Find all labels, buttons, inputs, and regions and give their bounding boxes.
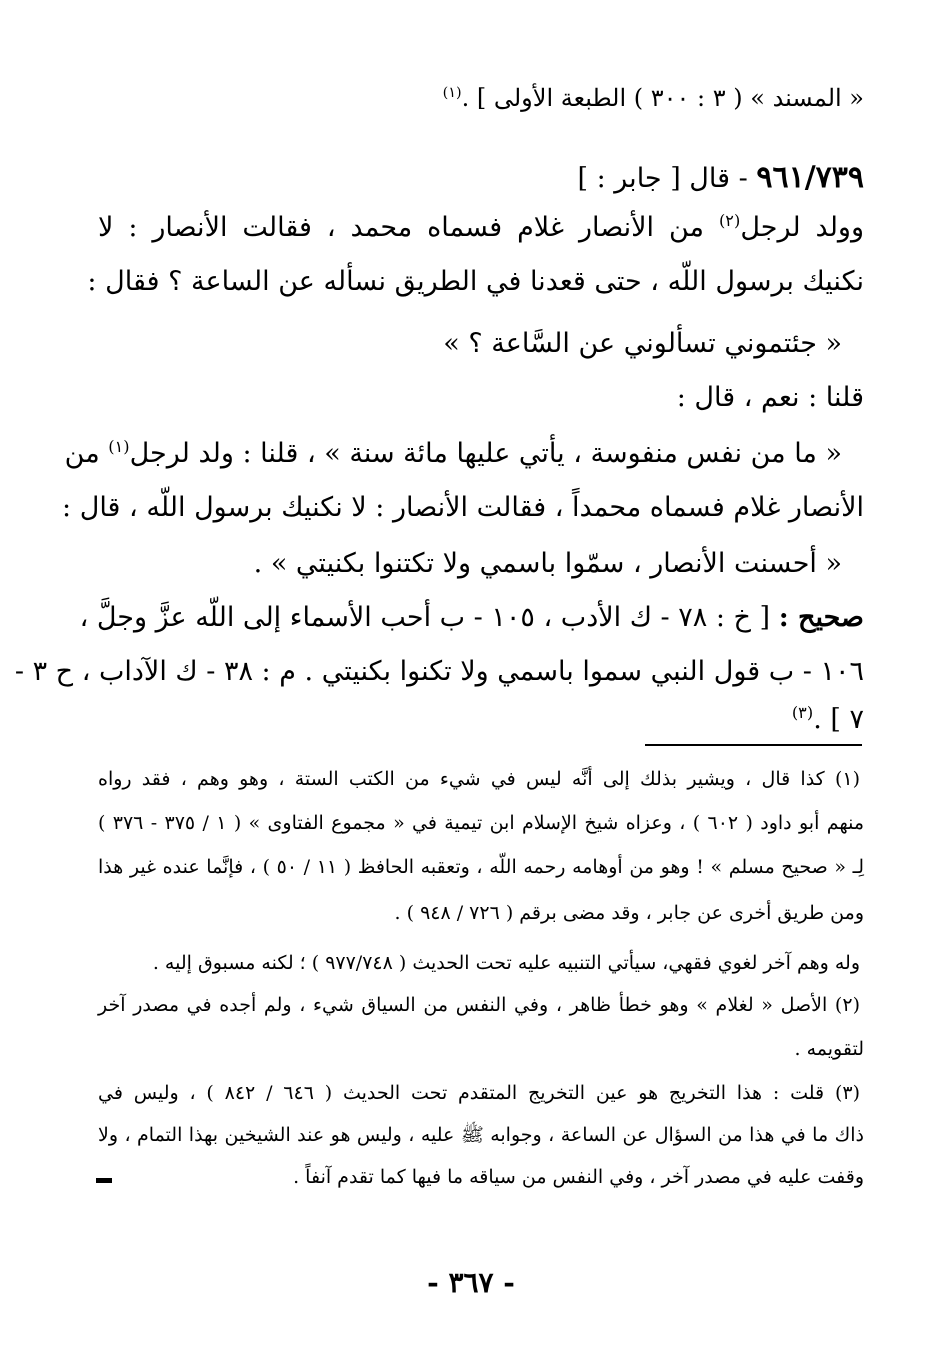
hadith-header xyxy=(98,160,864,196)
end-mark xyxy=(96,1178,112,1183)
text-line-4: نكنيك برسول اللّه ، حتى قعدنا في الطريق نسأله عن الساعة ؟ فقال : xyxy=(87,266,864,297)
text-line-7: « ما من نفس منفوسة ، يأتي عليها مائة سنة » ، قلنا : ولد لرجل$^{(١)}$ من xyxy=(64,437,842,469)
footnote-line: ذاك ما في هذا من السؤال عن الساعة ، وجوابه ﷺ عليه ، وليس هو عند الشيخين بهذا التمام ، ولا xyxy=(98,1124,864,1146)
prophet-quote-1: « جئتموني تسألوني عن السَّاعة ؟ » xyxy=(443,328,842,359)
prophet-quote-2: « أحسنت الأنصار ، سمّوا باسمي ولا تكتنوا بكنيتي » . xyxy=(253,548,842,579)
footnote-line: (٢) الأصل « لغلام » وهو خطأ ظاهر ، وفي النفس من السياق شيء ، ولم أجده في مصدر آخر xyxy=(98,994,860,1016)
footnote-line: وله وهم آخر لغوي فقهي، سيأتي التنبيه عليه تحت الحديث ( ٩٧٧/٧٤٨ ) ؛ لكنه مسبوق إليه . xyxy=(152,952,860,974)
footnote-separator xyxy=(645,744,862,746)
takhrij-line-3: ٧ ] .$^{(٣)}$ xyxy=(791,703,864,735)
page-number: - ٣٦٧ - xyxy=(427,1266,515,1299)
citation-line: « المسند » ( ٣ : ٣٠٠ ) الطبعة الأولى ] .$^{(١)}$ xyxy=(442,84,864,112)
footnote-line: (١) كذا قال ، ويشير بذلك إلى أنَّه ليس في شيء من الكتب الستة ، وهو وهم ، فقد رواه xyxy=(98,768,860,790)
text-line-3: وولد لرجل$^{(٢)}$ من الأنصار غلام فسماه محمد ، فقالت الأنصار : لا xyxy=(98,211,865,243)
footnote-line: (٣) قلت : هذا التخريج هو عين التخريج المتقدم تحت الحديث ( ٦٤٦ / ٨٤٢ ) ، وليس في xyxy=(98,1082,861,1104)
footnote-ref-1: (١) xyxy=(442,85,462,101)
footnote-line: لِـ « صحيح مسلم » ! وهو من أوهامه رحمه اللّه ، وتعقبه الحافظ ( ١١ / ٥٠ ) ، فإنَّما عنده غير هذا xyxy=(98,856,865,878)
sahih-label: صحيح : xyxy=(778,602,864,633)
text-line-8: الأنصار غلام فسماه محمداً ، فقالت الأنصار : لا نكنيك برسول اللّه ، قال : xyxy=(62,492,864,523)
footnote-ref-3: (٣) xyxy=(791,703,814,722)
hadith-number: ٩٦١/٧٣٩ xyxy=(756,160,864,195)
footnote-line: منهم أبو داود ( ٦٠٢ ) ، وعزاه شيخ الإسلام ابن تيمية في « مجموع الفتاوى » ( ١ / ٣٧٥ - ٣٧٦ ) xyxy=(98,812,865,834)
footnote-line: لتقويمه . xyxy=(794,1038,864,1060)
footnote-line: وقفت عليه في مصدر آخر ، وفي النفس من سياقه ما فيها كما تقدم آنفاً . xyxy=(293,1166,864,1188)
takhrij-line-2: ١٠٦ - ب قول النبي سموا باسمي ولا تكنوا بكنيتي . م : ٣٨ - ك الآداب ، ح ٣ - xyxy=(14,656,864,687)
footnote-ref-2: (٢) xyxy=(718,211,741,230)
hadith-intro: - قال [ جابر : ] xyxy=(577,163,748,194)
footnote-ref-1b: (١) xyxy=(108,437,130,456)
takhrij-line-1: صحيح : [ خ : ٧٨ - ك الأدب ، ١٠٥ - ب أحب الأسماء إلى اللّه عزَّ وجلَّ ، xyxy=(79,602,864,633)
text-line-6: قلنا : نعم ، قال : xyxy=(676,382,864,413)
footnote-line: ومن طريق أخرى عن جابر ، وقد مضى برقم ( ٧٢٦ / ٩٤٨ ) . xyxy=(394,902,864,924)
